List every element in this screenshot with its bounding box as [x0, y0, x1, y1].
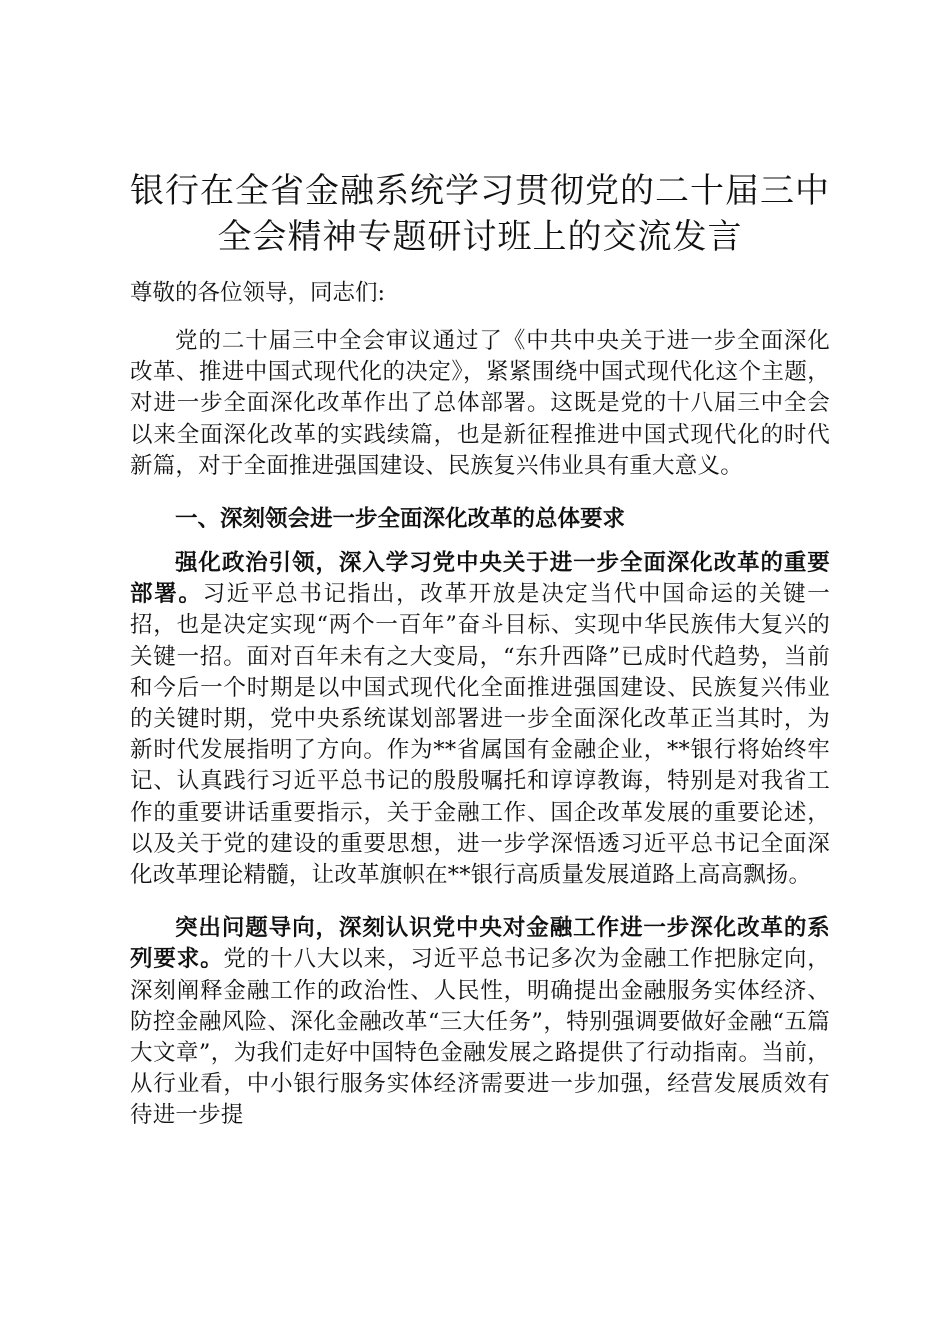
- greeting: 尊敬的各位领导，同志们:: [130, 280, 386, 306]
- paragraph-2: [130, 913, 830, 1131]
- document-title: [130, 168, 830, 260]
- intro-paragraph: 党的二十届三中全会审议通过了《中共中央关于进一步全面深化改革、推进中国式现代化的决定》，紧紧围绕中国式现代化这个主题，对进一步全面深化改革作出了总体部署。这既是党的十八届三中全会以来全面深化改革的实践续篇，也是新征程推进中国式现代化的时代新篇，对于全面推进强国建设、民族复兴伟业具有重大意义。: [130, 328, 830, 479]
- paragraph-2-lead: 突出问题导向，深刻认识党中央对金融工作进一步深化改革的系列要求。: [130, 915, 830, 973]
- document-page: [130, 168, 830, 1132]
- section-heading-1: 一、深刻领会进一步全面深化改革的总体要求: [175, 506, 626, 533]
- paragraph-2-body: 党的十八大以来，习近平总书记多次为金融工作把脉定向，深刻阐释金融工作的政治性、人民性，明确提出金融服务实体经济、防控金融风险、深化金融改革“三大任务”，特别强调要做好金融“五篇大文章”，为我们走好中国特色金融发展之路提供了行动指南。当前，从行业看，中小银行服务实体经济需要进一步加强，经营发展质效有待进一步提: [130, 946, 830, 1129]
- title-line-2: 全会精神专题研讨班上的交流发言: [217, 217, 743, 257]
- paragraph-1-lead: 强化政治引领，深入学习党中央关于进一步全面深化改革的重要部署。: [130, 550, 830, 608]
- paragraph-1: [130, 548, 830, 891]
- paragraph-1-body: 习近平总书记指出，改革开放是决定当代中国命运的关键一招，也是决定实现“两个一百年”奋斗目标、实现中华民族伟大复兴的关键一招。面对百年未有之大变局，“东升西降”已成时代趋势，当前和今后一个时期是以中国式现代化全面推进强国建设、民族复兴伟业的关键时期，党中央系统谋划部署进一步全面深化改革正当其时，为新时代发展指明了方向。作为**省属国有金融企业，**银行将始终牢记、认真践行习近平总书记的殷殷嘱托和谆谆教诲，特别是对我省工作的重要讲话重要指示，关于金融工作、国企改革发展的重要论述，以及关于党的建设的重要思想，进一步学深悟透习近平总书记全面深化改革理论精髓，让改革旗帜在**银行高质量发展道路上高高飘扬。: [130, 581, 831, 889]
- title-line-1: 银行在全省金融系统学习贯彻党的二十届三中: [130, 171, 830, 211]
